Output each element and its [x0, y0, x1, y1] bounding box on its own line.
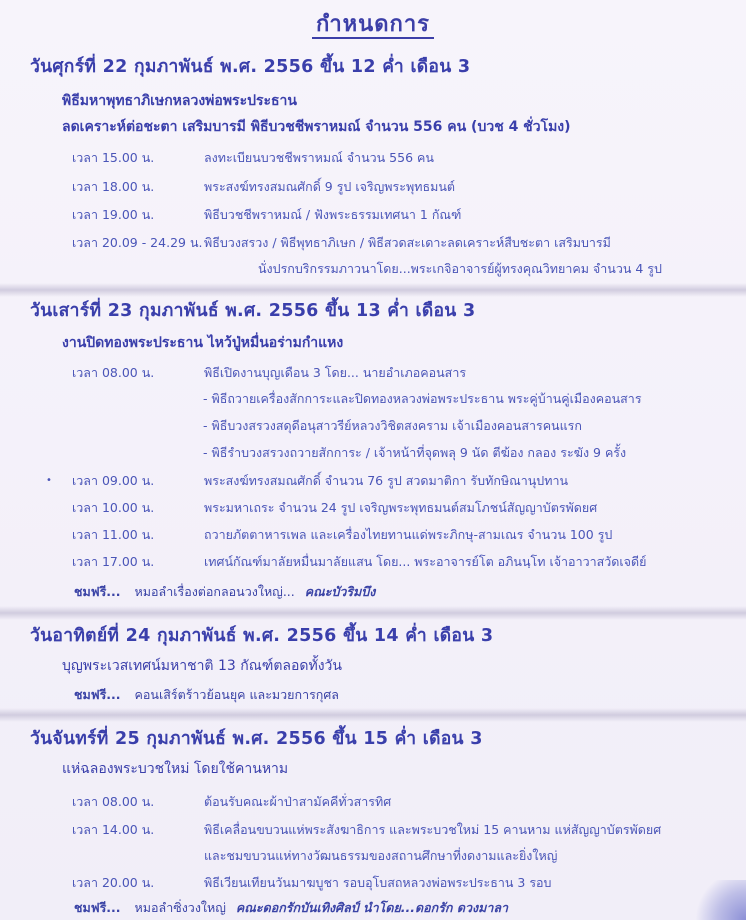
section-divider [0, 606, 746, 620]
bullet-dot: • [46, 475, 52, 486]
monday-event-title: แห่ฉลองพระบวชใหม่ โดยใช้คานหาม [62, 761, 289, 777]
page-title: กำหนดการ [0, 6, 746, 41]
schedule-item: เวลา 17.00 น. เทศน์กัณฑ์มาลัยหมื่นมาลัยแสน โดย... พระอาจารย์โต อภินนฺโท เจ้าอาวาสวัดเจดีย์ [72, 554, 647, 569]
day-header-friday: วันศุกร์ที่ 22 กุมภาพันธ์ พ.ศ. 2556 ขึ้น 12 ค่ำ เดือน 3 [30, 57, 471, 77]
schedule-item: เวลา 19.00 น. พิธีบวชชีพราหมณ์ / ฟังพระธรรมเทศนา 1 กัณฑ์ [72, 207, 462, 222]
section-divider [0, 283, 746, 297]
free-show: ชมฟรี... หมอลำซิ่งวงใหญ่ คณะดอกรักบันเทิงศิลป์ นำโดย...ดอกรัก ดวงมาลา [74, 900, 509, 915]
friday-ceremony-desc: ลดเคราะห์ต่อชะตา เสริมบารมี พิธีบวชชีพราหมณ์ จำนวน 556 คน (บวช 4 ชั่วโมง) [62, 119, 571, 135]
day-header-sunday: วันอาทิตย์ที่ 24 กุมภาพันธ์ พ.ศ. 2556 ขึ้น 14 ค่ำ เดือน 3 [30, 626, 494, 646]
bullet-item: - พิธีรำบวงสรวงถวายสักการะ / เจ้าหน้าที่จุดพลุ 9 นัด ตีฆ้อง กลอง ระฆัง 9 ครั้ง [203, 445, 627, 460]
day-header-saturday: วันเสาร์ที่ 23 กุมภาพันธ์ พ.ศ. 2556 ขึ้น 13 ค่ำ เดือน 3 [30, 301, 476, 321]
schedule-item: เวลา 09.00 น. พระสงฆ์ทรงสมณศักดิ์ จำนวน 76 รูป สวดมาติกา รับทักษิณานุปทาน [72, 473, 569, 488]
bullet-item: - พิธีถวายเครื่องสักการะและปิดทองหลวงพ่อพระประธาน พระคู่บ้านคู่เมืองคอนสาร [203, 391, 642, 406]
decorative-corner [686, 880, 746, 920]
schedule-item: เวลา 08.00 น. ต้อนรับคณะผ้าป่าสามัคคีทั่วสารทิศ [72, 794, 392, 809]
schedule-item: เวลา 11.00 น. ถวายภัตตาหารเพล และเครื่องไทยทานแด่พระภิกษุ-สามเณร จำนวน 100 รูป [72, 527, 613, 542]
bullet-item: - พิธีบวงสรวงสดุดีอนุสาวรีย์หลวงวิชิตสงคราม เจ้าเมืองคอนสารคนแรก [203, 418, 582, 433]
day-header-monday: วันจันทร์ที่ 25 กุมภาพันธ์ พ.ศ. 2556 ขึ้น 15 ค่ำ เดือน 3 [30, 729, 483, 749]
schedule-item: เวลา 10.00 น. พระมหาเถระ จำนวน 24 รูป เจริญพระพุทธมนต์สมโภชน์สัญญาบัตรพัดยศ [72, 500, 598, 515]
sunday-event-title: บุญพระเวสเทศน์มหาชาติ 13 กัณฑ์ตลอดทั้งวัน [62, 658, 342, 674]
free-show: ชมฟรี... คอนเสิร์ตร้าวย้อนยุค และมวยการกุศล [74, 687, 339, 702]
section-divider [0, 708, 746, 722]
schedule-item: เวลา 15.00 น. ลงทะเบียนบวชชีพราหมณ์ จำนวน 556 คน [72, 150, 434, 165]
schedule-item: เวลา 08.00 น. พิธีเปิดงานบุญเดือน 3 โดย... นายอำเภอคอนสาร [72, 365, 467, 380]
friday-ceremony-title: พิธีมหาพุทธาภิเษกหลวงพ่อพระประธาน [62, 93, 297, 109]
saturday-event-title: งานปิดทองพระประธาน ไหว้ปู่หมื่นอร่ามกำแหง [62, 335, 344, 351]
schedule-item: เวลา 20.00 น. พิธีเวียนเทียนวันมาฆบูชา รอบอุโบสถหลวงพ่อพระประธาน 3 รอบ [72, 875, 552, 890]
schedule-item-continued: และชมขบวนแห่ทางวัฒนธรรมของสถานศึกษาที่งดงามและยิ่งใหญ่ [204, 848, 558, 863]
schedule-item-continued: นั่งปรกบริกรรมภาวนาโดย...พระเกจิอาจารย์ผู้ทรงคุณวิทยาคม จำนวน 4 รูป [258, 261, 662, 276]
schedule-item: เวลา 14.00 น. พิธีเคลื่อนขบวนแห่พระสังฆาธิการ และพระบวชใหม่ 15 คานหาม แห่สัญญาบัตรพัดยศ [72, 822, 662, 837]
schedule-item: เวลา 20.09 - 24.29 น. พิธีบวงสรวง / พิธีพุทธาภิเษก / พิธีสวดสะเดาะลดเคราะห์สืบชะตา เสริมบารมี [72, 235, 611, 250]
schedule-item: เวลา 18.00 น. พระสงฆ์ทรงสมณศักดิ์ 9 รูป เจริญพระพุทธมนต์ [72, 179, 455, 194]
free-show: ชมฟรี... หมอลำเรื่องต่อกลอนวงใหญ่... คณะบัวริมบึง [74, 584, 376, 599]
